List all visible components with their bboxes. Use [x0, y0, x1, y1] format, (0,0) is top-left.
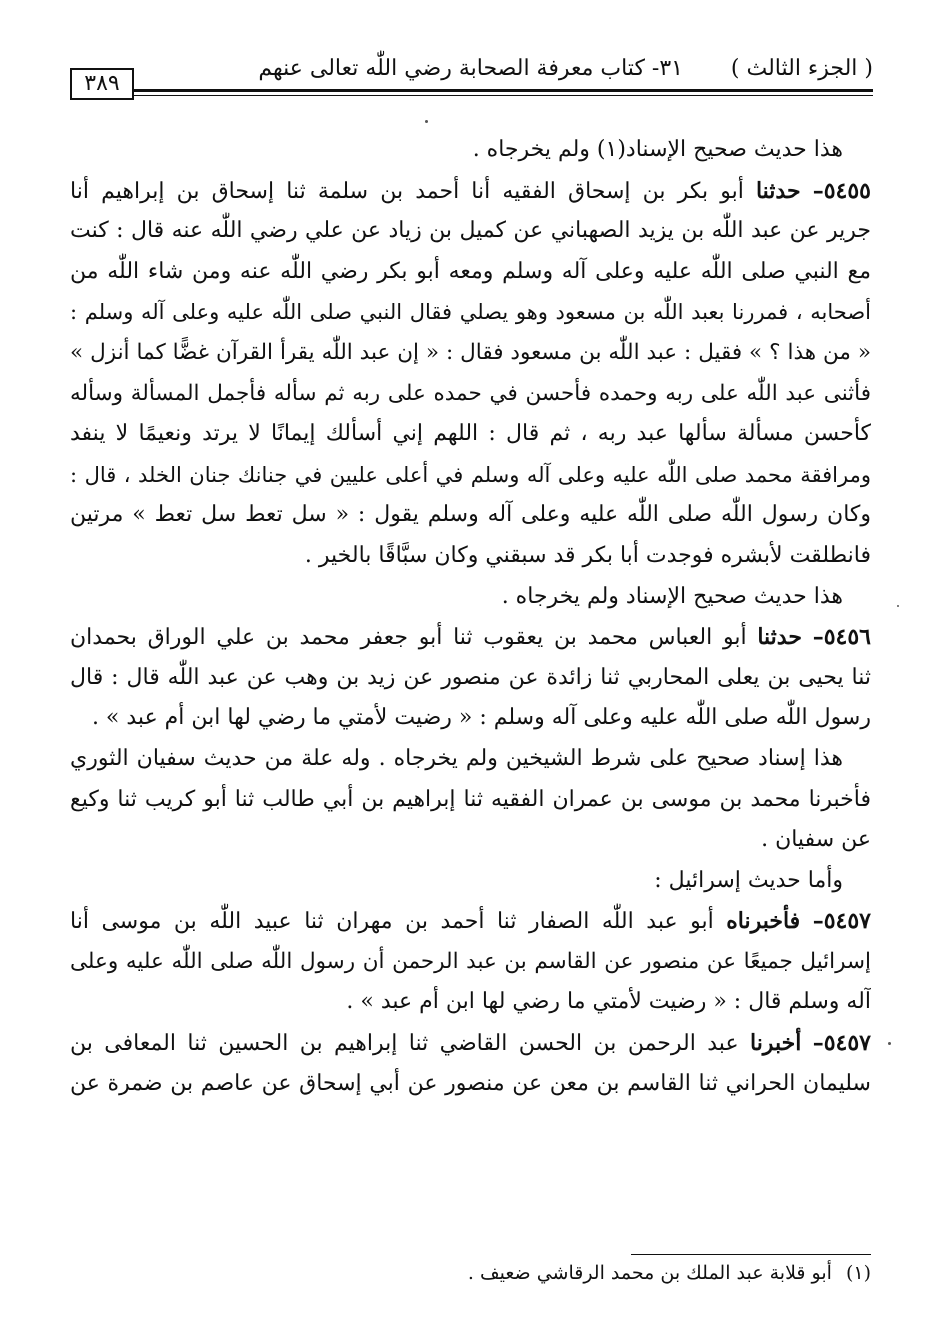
line-text: أصحابه ، فمررنا بعبد اللّٰه بن مسعود وهو يصلي فقال النبي صلى اللّٰه عليه وعلى آله وسلم :: [70, 300, 871, 325]
text-line: [70, 495, 871, 536]
hadith-number: ٥٤٥٦–: [812, 624, 871, 651]
line-text: هذا حديث صحيح الإسناد(١) ولم يخرجاه .: [472, 137, 843, 162]
running-header: [70, 50, 873, 100]
main-text: [70, 130, 871, 1104]
page-number-box: ٣٨٩: [70, 68, 134, 100]
text-line: [70, 577, 871, 618]
header-rule-thick: [132, 89, 873, 92]
text-line: [70, 820, 871, 861]
text-line: [70, 414, 871, 455]
footnote-rule: [631, 1254, 871, 1255]
hadith-line-start: [70, 901, 871, 942]
print-speck: [897, 605, 899, 607]
text-line: [70, 658, 871, 699]
footnote-text: أبو قلابة عبد الملك بن محمد الرقاشي ضعيف .: [467, 1262, 832, 1284]
text-line: [70, 739, 871, 780]
text-line: [70, 333, 871, 374]
text-line: [70, 536, 871, 577]
text-line: [70, 211, 871, 252]
hadith-number: ٥٤٥٧–: [812, 908, 871, 935]
line-text: هذا إسناد صحيح على شرط الشيخين ولم يخرجاه . وله علة من حديث سفيان الثوري: [70, 745, 843, 771]
line-text: عبد الرحمن بن الحسن القاضي ثنا إبراهيم بن الحسين ثنا المعافى بن: [70, 1031, 750, 1057]
line-text: « من هذا ؟ » فقيل : عبد اللّٰه بن مسعود فقال : « إن عبد اللّٰه يقرأ القرآن غضًّا كما أنزل »: [70, 339, 871, 365]
line-text: فأثنى عبد اللّٰه على ربه وحمده فأحسن في حمده على ربه ثم سأله فأجمل المسألة وسأله: [70, 380, 871, 406]
hadith-number: ٥٤٥٥–: [812, 177, 871, 204]
line-text: مع النبي صلى اللّٰه عليه وعلى آله وسلم ومعه أبو بكر رضي اللّٰه عنه ومن شاء اللّٰه من: [70, 258, 871, 284]
hadith-line-start: [70, 1023, 871, 1064]
text-line: [70, 1064, 871, 1105]
footnote: [468, 1262, 871, 1284]
line-text: وكان رسول اللّٰه صلى اللّٰه عليه وعلى آله وسلم يقول : « سل تعط سل تعط » مرتين: [70, 502, 871, 528]
text-line: [70, 374, 871, 415]
text-line: [70, 252, 871, 293]
line-text: فانطلقت لأبشره فوجدت أبا بكر قد سبقني وكان سبَّاقًا بالخير .: [304, 542, 871, 568]
print-speck: [425, 120, 428, 123]
line-text: فأخبرنا محمد بن موسى بن عمران الفقيه ثنا إبراهيم بن أبي طالب ثنا أبو كريب ثنا وكيع: [70, 786, 871, 812]
text-line: [70, 698, 871, 739]
narration-lead-word: حدثنا: [755, 177, 801, 204]
line-text: هذا حديث صحيح الإسناد ولم يخرجاه .: [501, 583, 843, 609]
line-text: أبو العباس محمد بن يعقوب ثنا أبو جعفر محمد بن علي الوراق بحمدان: [70, 625, 758, 651]
narration-lead-word: فأخبرناه: [726, 908, 801, 935]
text-line: [70, 780, 871, 821]
volume-label: ( الجزء الثالث ): [730, 56, 873, 81]
print-speck: [888, 1042, 891, 1045]
header-rule-thin: [132, 95, 873, 96]
line-text: أبو بكر بن إسحاق الفقيه أنا أحمد بن سلمة ثنا إسحاق بن إبراهيم أنا: [70, 178, 756, 204]
hadith-number: ٥٤٥٧–: [812, 1030, 871, 1057]
footnote-mark: (١): [845, 1262, 871, 1284]
hadith-line-start: [70, 171, 871, 212]
hadith-line-start: [70, 617, 871, 658]
line-text: جرير عن عبد اللّٰه بن يزيد الصهباني عن كميل بن زياد عن علي رضي اللّٰه عنه قال : كنت: [70, 218, 871, 244]
text-line: [70, 455, 871, 496]
text-line: [70, 130, 871, 171]
text-line: [70, 861, 871, 902]
text-line: [70, 942, 871, 983]
line-text: رسول اللّٰه صلى اللّٰه عليه وعلى آله وسلم : « رضيت لأمتي ما رضي لها ابن أم عبد » .: [91, 705, 871, 731]
narration-lead-word: حدثنا: [757, 624, 802, 651]
narration-lead-word: أخبرنا: [749, 1030, 802, 1057]
text-line: [70, 982, 871, 1023]
line-text: أبو عبد اللّٰه الصفار ثنا أحمد بن مهران ثنا عبيد اللّٰه بن موسى أنا: [70, 909, 727, 935]
chapter-title: ٣١- كتاب معرفة الصحابة رضي اللّٰه تعالى عنهم: [258, 56, 683, 81]
line-text: وأما حديث إسرائيل :: [654, 867, 843, 893]
line-text: آله وسلم قال : « رضيت لأمتي ما رضي لها ابن أم عبد » .: [346, 989, 871, 1015]
line-text: عن سفيان .: [761, 827, 871, 853]
line-text: ثنا يحيى بن يعلى المحاربي ثنا زائدة عن منصور عن زيد بن وهب عن عبد اللّٰه قال : قال: [70, 664, 871, 690]
line-text: إسرائيل جميعًا عن منصور عن القاسم بن عبد الرحمن أن رسول اللّٰه صلى اللّٰه عليه وعلى: [70, 948, 871, 974]
text-line: [70, 292, 871, 333]
line-text: ومرافقة محمد صلى اللّٰه عليه وعلى آله وسلم في أعلى عليين في جنانك جنان الخلد ، قال :: [70, 462, 871, 487]
line-text: سليمان الحراني ثنا القاسم بن معن عن منصور عن أبي إسحاق عن عاصم بن ضمرة عن: [70, 1070, 871, 1096]
line-text: كأحسن مسألة سألها عبد ربه ، ثم قال : اللهم إني أسألك إيمانًا لا يرتد ونعيمًا لا ينفد: [70, 421, 871, 447]
